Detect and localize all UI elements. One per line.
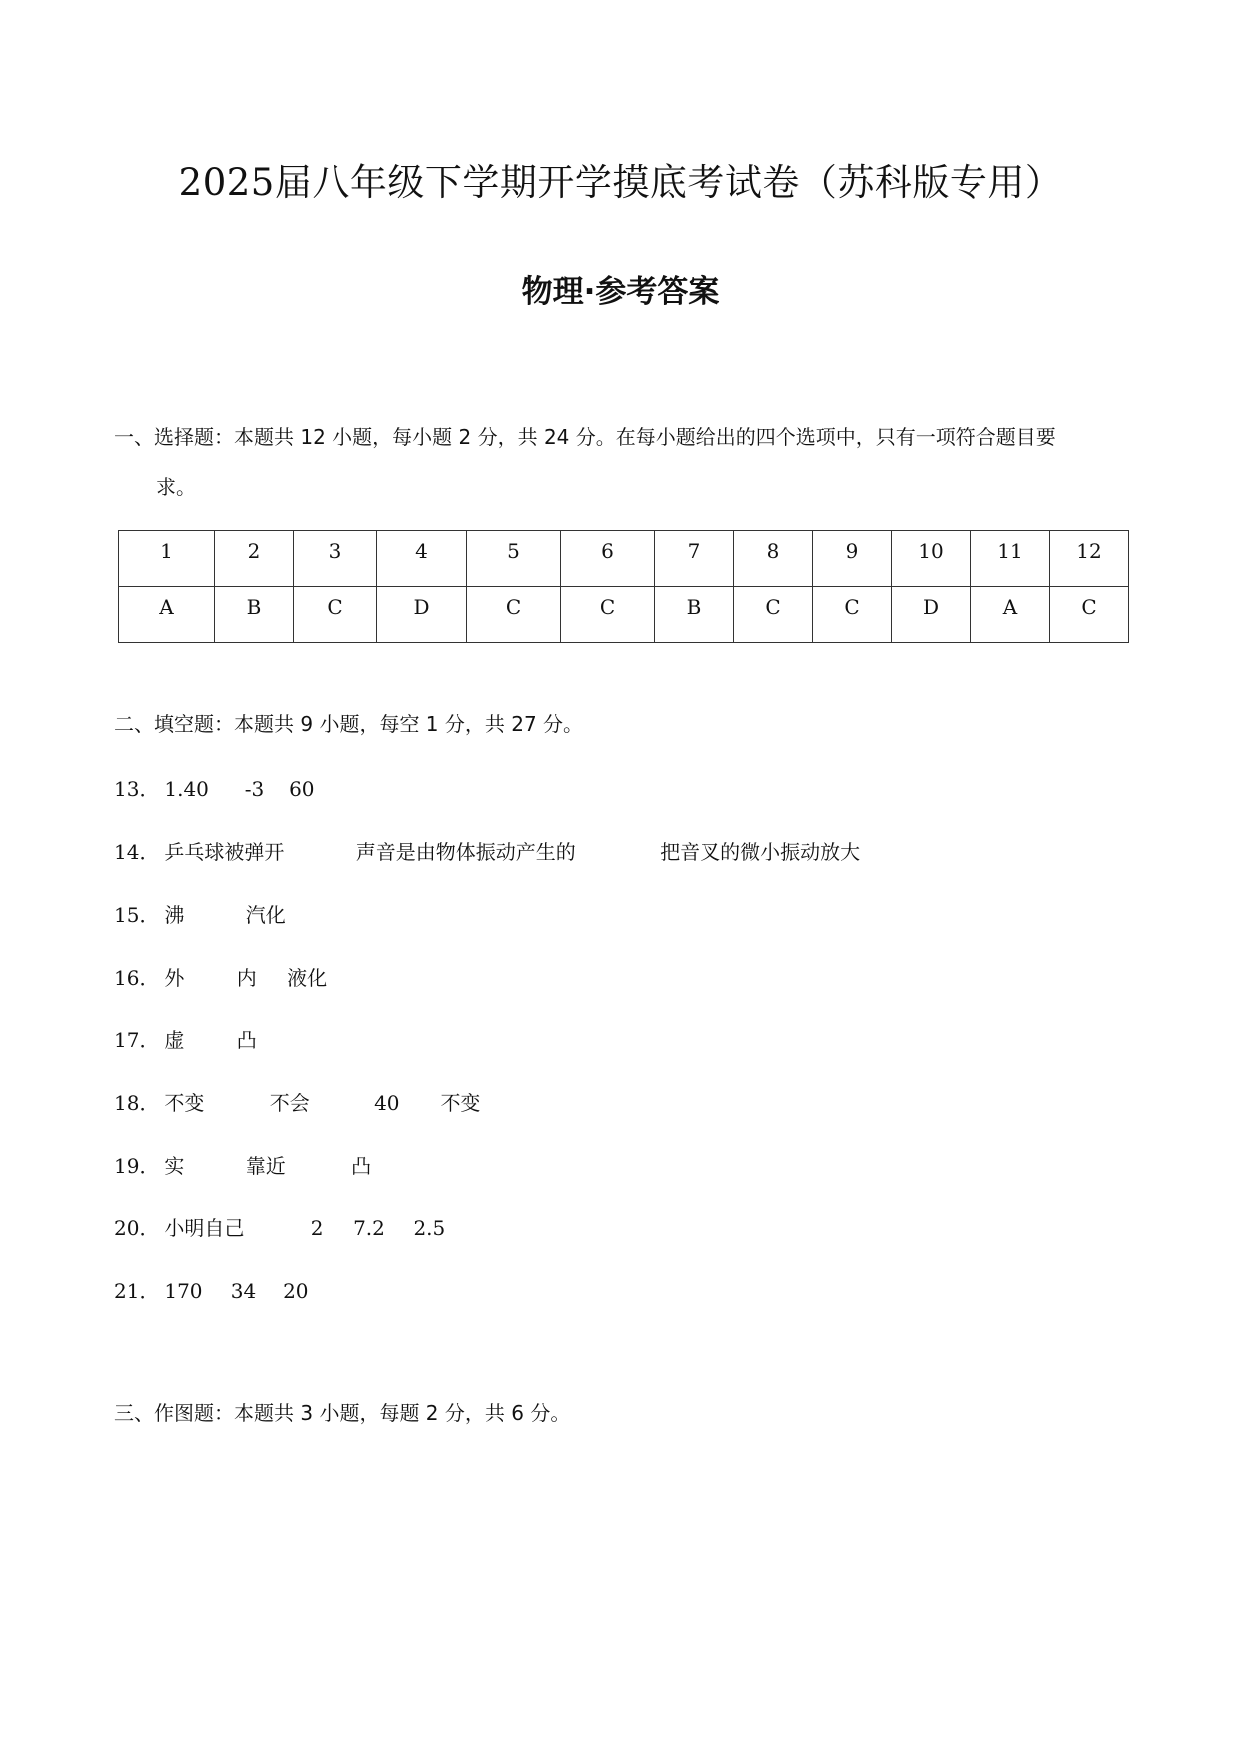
- fill-item-17: [114, 1024, 257, 1053]
- fill-item-13: [114, 773, 315, 802]
- answer-cell: C: [1050, 587, 1129, 643]
- item-answer: 液化: [287, 966, 328, 990]
- item-answer: 170: [164, 1279, 203, 1303]
- item-number: 21．: [114, 1279, 160, 1303]
- question-number: 7: [655, 531, 734, 587]
- answer-table-number-row: [119, 531, 1129, 587]
- question-number: 4: [377, 531, 467, 587]
- answer-table: [118, 530, 1129, 643]
- item-answer: 外: [164, 966, 185, 990]
- fill-item-18: [114, 1087, 480, 1116]
- item-answer: 凸: [351, 1154, 372, 1178]
- item-answer: 2: [310, 1216, 324, 1240]
- item-number: 15．: [114, 903, 160, 927]
- item-answer: 虚: [164, 1028, 185, 1052]
- question-number: 2: [215, 531, 294, 587]
- section-1-heading-text: 一、选择题：本题共 12 小题，每小题 2 分，共 24 分。在每小题给出的四个选项中，只有一项符合题目要: [114, 425, 1056, 449]
- question-number: 5: [467, 531, 561, 587]
- fill-item-20: [114, 1212, 445, 1241]
- item-answer: 沸: [164, 903, 185, 927]
- question-number: 9: [813, 531, 892, 587]
- question-number: 12: [1050, 531, 1129, 587]
- section-3-heading: 三、作图题：本题共 3 小题，每题 2 分，共 6 分。: [114, 1401, 571, 1425]
- answer-cell: D: [892, 587, 971, 643]
- fill-item-16: [114, 962, 327, 991]
- question-number: 11: [971, 531, 1050, 587]
- item-number: 17．: [114, 1028, 160, 1052]
- section-2-heading: 二、填空题：本题共 9 小题，每空 1 分，共 27 分。: [114, 712, 584, 736]
- answer-cell: C: [561, 587, 655, 643]
- item-number: 13．: [114, 777, 160, 801]
- item-answer: 凸: [236, 1028, 257, 1052]
- item-answer: 小明自己: [164, 1216, 245, 1240]
- fill-item-15: [114, 899, 286, 928]
- question-number: 6: [561, 531, 655, 587]
- fill-item-14: [114, 836, 860, 865]
- item-number: 16．: [114, 966, 160, 990]
- item-answer: 声音是由物体振动产生的: [355, 840, 576, 864]
- item-answer: 34: [230, 1279, 257, 1303]
- answer-cell: C: [734, 587, 813, 643]
- answer-table-answer-row: [119, 587, 1129, 643]
- answer-cell: A: [971, 587, 1050, 643]
- page-title: 2025届八年级下学期开学摸底考试卷（苏科版专用）: [178, 161, 1063, 204]
- item-answer: 40: [374, 1091, 400, 1115]
- item-answer: 靠近: [245, 1154, 286, 1178]
- section-1-heading-cont: 求。: [156, 475, 196, 499]
- item-number: 18．: [114, 1091, 160, 1115]
- answer-cell: B: [655, 587, 734, 643]
- section-1-heading: [114, 412, 1124, 512]
- question-number: 10: [892, 531, 971, 587]
- item-answer: 不变: [164, 1091, 205, 1115]
- item-answer: 不会: [269, 1091, 310, 1115]
- page-subtitle: 物理·参考答案: [521, 274, 720, 310]
- answer-cell: C: [813, 587, 892, 643]
- question-number: 3: [294, 531, 377, 587]
- item-number: 14．: [114, 840, 160, 864]
- question-number: 8: [734, 531, 813, 587]
- answer-cell: C: [467, 587, 561, 643]
- item-answer: 乒乓球被弹开: [164, 840, 285, 864]
- fill-item-21: [114, 1275, 309, 1304]
- item-answer: -3: [244, 777, 265, 801]
- item-answer: 60: [289, 777, 315, 801]
- answer-cell: A: [119, 587, 215, 643]
- item-answer: 2.5: [413, 1216, 446, 1240]
- fill-item-19: [114, 1150, 371, 1179]
- item-answer: 内: [236, 966, 257, 990]
- item-answer: 实: [164, 1154, 185, 1178]
- item-number: 19．: [114, 1154, 160, 1178]
- item-answer: 不变: [440, 1091, 481, 1115]
- item-answer: 20: [283, 1279, 309, 1303]
- item-answer: 把音叉的微小振动放大: [660, 840, 861, 864]
- answer-cell: B: [215, 587, 294, 643]
- item-answer: 汽化: [245, 903, 286, 927]
- answer-cell: D: [377, 587, 467, 643]
- item-answer: 7.2: [353, 1216, 385, 1240]
- answer-cell: C: [294, 587, 377, 643]
- item-answer: 1.40: [164, 777, 209, 801]
- item-number: 20．: [114, 1216, 160, 1240]
- question-number: 1: [119, 531, 215, 587]
